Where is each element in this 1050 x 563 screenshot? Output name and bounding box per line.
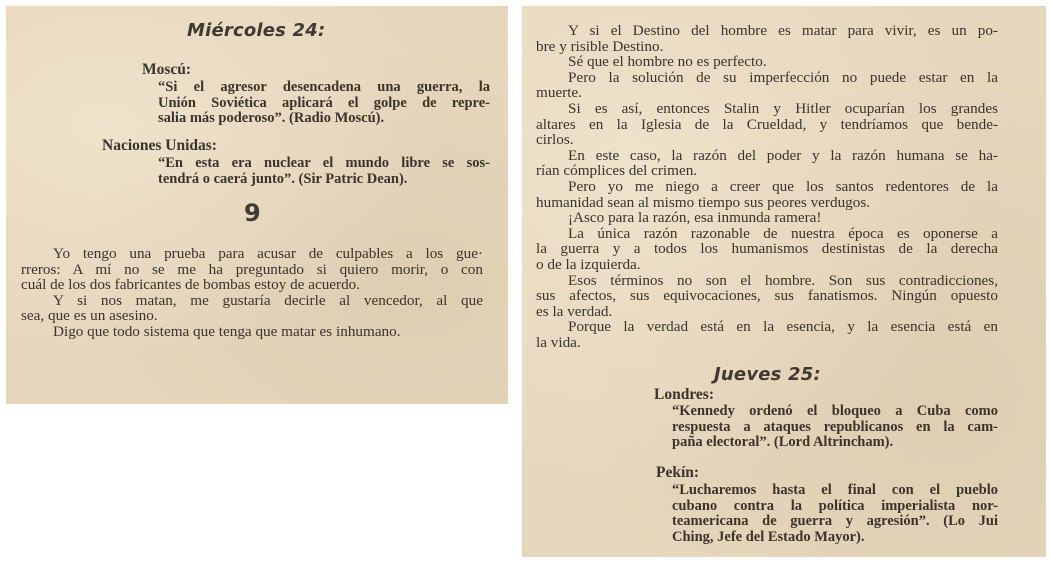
quote-line: “Si el agresor desencadena una guerra, la — [158, 79, 490, 95]
body-text-line: Digo que todo sistema que tenga que matar es inhumano. — [53, 322, 401, 340]
quote-line: paña electoral”. (Lord Altrincham). — [672, 434, 894, 450]
body-text-line: es la verdad. — [536, 302, 613, 320]
body-text-line: cuál de los dos fabricantes de bombas estoy de acuerdo. — [21, 276, 361, 294]
place-label-naciones-unidas: Naciones Unidas: — [102, 137, 217, 154]
body-text-line: En este caso, la razón del poder y la razón humana se ha- — [568, 146, 998, 164]
body-text-line: Y si nos matan, me gustaría decirle al vencedor, al que — [53, 291, 483, 309]
quote-line: teamericana de guerra y agresión”. (Lo Jui — [672, 513, 998, 529]
quote-moscu — [158, 80, 490, 127]
body-text-line: cirlos. — [536, 131, 574, 149]
day-heading-thursday: Jueves 25: — [714, 364, 821, 385]
body-text-line: Pero yo me niego a creer que los santos redentores de la — [568, 177, 998, 195]
body-text-line: Yo tengo una prueba para acusar de culpables a los gue· — [53, 245, 483, 262]
body-paragraphs-left — [21, 246, 483, 340]
body-text-line: la vida. — [536, 333, 581, 351]
body-text-line: La única razón razonable de nuestra época es oponerse a — [568, 224, 998, 242]
day-heading-wednesday: Miércoles 24: — [187, 20, 326, 41]
place-label-moscu: Moscú: — [142, 61, 192, 78]
quote-naciones-unidas — [158, 156, 490, 187]
body-text-line: la guerra y a todos los humanismos destinistas de la derecha — [536, 240, 998, 258]
body-text-line: sus afectos, sus equivocaciones, sus fanatismos. Ningún opuesto — [536, 287, 998, 305]
body-text-line: muerte. — [536, 84, 582, 102]
body-text-line: ¡Asco para la razón, esa inmunda ramera! — [568, 209, 822, 227]
place-label-londres: Londres: — [654, 386, 715, 403]
body-text-line: Y si el Destino del hombre es matar para vivir, es un po- — [568, 22, 998, 39]
quote-line: Ching, Jefe del Estado Mayor). — [672, 528, 865, 545]
body-text-line: o de la izquierda. — [536, 255, 641, 273]
body-text-line: rían cómplices del crimen. — [536, 162, 698, 180]
quote-line: salia más poderoso”. (Radio Moscú). — [158, 110, 385, 126]
quote-line: “Lucharemos hasta el final con el pueblo — [672, 482, 998, 498]
section-number: 9 — [244, 199, 261, 227]
body-text-line: Esos términos no son el hombre. Son sus contradicciones, — [568, 271, 998, 289]
quote-line: cubano contra la política imperialista nor- — [672, 497, 998, 514]
body-text-line: Si es así, entonces Stalin y Hitler ocuparían los grandes — [568, 99, 998, 117]
body-paragraphs-right — [536, 23, 998, 350]
quote-londres — [672, 404, 998, 451]
quote-line: “En esta era nuclear el mundo libre se sos- — [158, 155, 490, 171]
quote-line: tendrá o caerá junto”. (Sir Patric Dean). — [158, 170, 408, 187]
quote-line: respuesta a ataques republicanos en la cam- — [672, 418, 998, 435]
quote-line: “Kennedy ordenó el bloqueo a Cuba como — [672, 403, 998, 419]
body-text-line: bre y risible Destino. — [536, 37, 664, 55]
body-text-line: Pero la solución de su imperfección no puede estar en la — [568, 68, 998, 86]
body-text-line: rreros: A mí no se me ha preguntado si quiero morir, o con — [21, 260, 483, 278]
body-text-line: sea, que es un asesino. — [21, 307, 158, 325]
body-text-line: altares en la Iglesia de la Crueldad, y tendríamos que bende- — [536, 115, 998, 133]
body-text-line: Porque la verdad está en la esencia, y la esencia está en — [568, 318, 998, 336]
right-newspaper-clipping — [522, 6, 1046, 557]
body-text-line: Sé que el hombre no es perfecto. — [568, 53, 767, 71]
body-text-line: humanidad sean al mismo tiempo sus peores verdugos. — [536, 193, 871, 211]
place-label-pekin: Pekín: — [656, 464, 700, 481]
left-newspaper-clipping — [6, 6, 508, 404]
quote-pekin — [672, 483, 998, 545]
quote-line: Unión Soviética aplicará el golpe de repre- — [158, 94, 490, 111]
